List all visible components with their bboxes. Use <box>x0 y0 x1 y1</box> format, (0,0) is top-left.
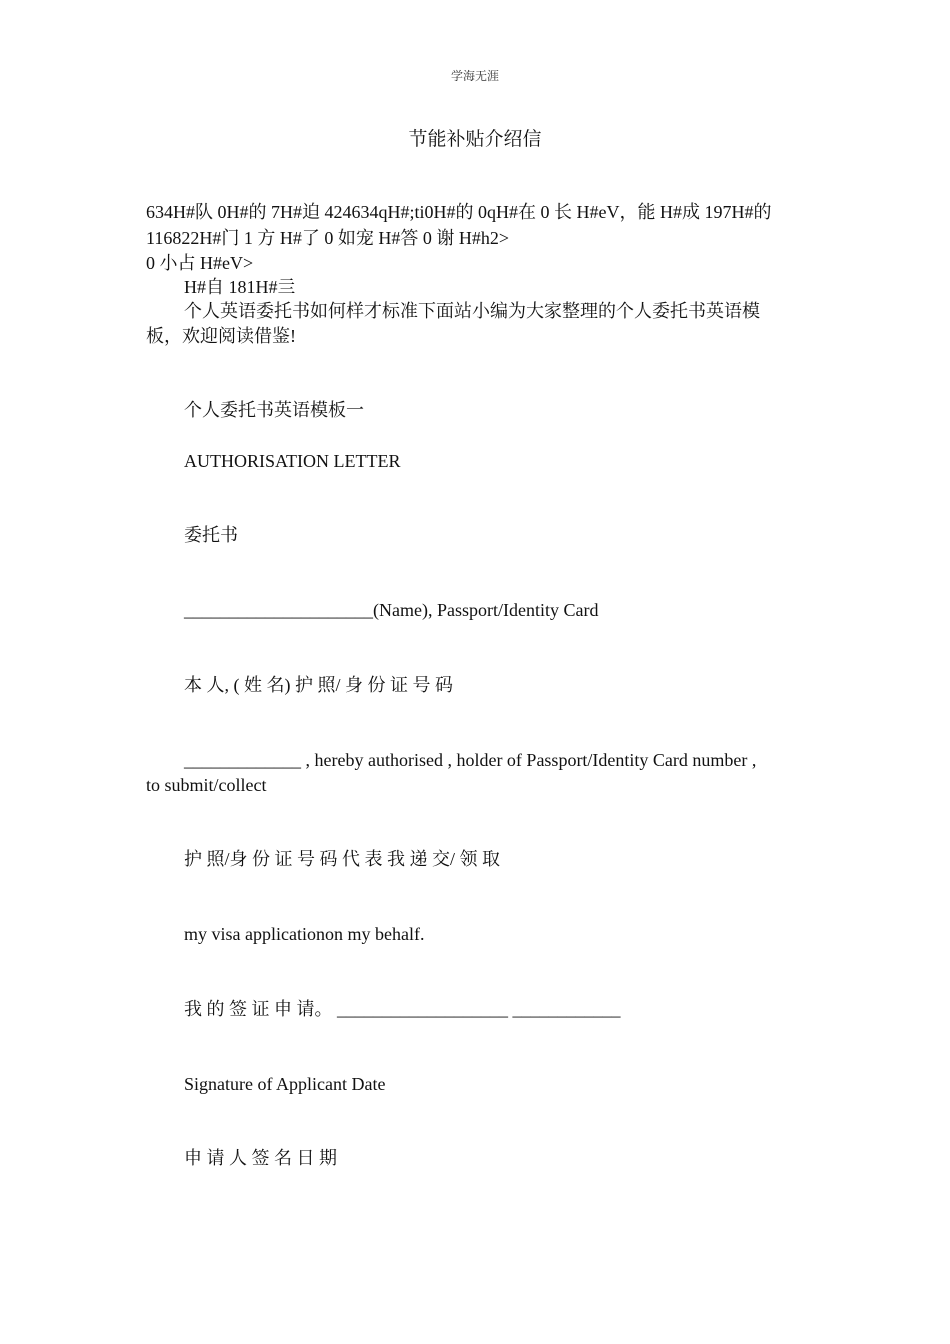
intro-paragraph-line-1: 个人英语委托书如何样才标准下面站小编为大家整理的个人委托书英语模 <box>184 301 760 321</box>
authorise-line-chinese: 护 照/身 份 证 号 码 代 表 我 递 交/ 领 取 <box>184 849 501 869</box>
signature-date-line: Signature of Applicant Date <box>184 1074 386 1094</box>
visa-application-line: my visa applicationon my behalf. <box>184 924 425 944</box>
section-heading: 个人委托书英语模板一 <box>184 400 364 420</box>
authorise-line-1: _____________ , hereby authorised , holder of Passport/Identity Card number , <box>184 750 757 770</box>
intro-line-2: 116822H#门 1 方 H#了 0 如宠 H#答 0 谢 H#h2> <box>146 228 509 248</box>
page-header: 学海无涯 <box>450 69 499 83</box>
document-title: 节能补贴介绍信 <box>408 129 542 150</box>
letter-title-english: AUTHORISATION LETTER <box>184 451 401 471</box>
letter-title-chinese: 委托书 <box>184 525 238 545</box>
intro-line-4: H#自 181H#亖 <box>184 277 296 297</box>
authorise-line-2: to submit/collect <box>146 775 267 795</box>
intro-line-1: 634H#队 0H#的 7H#迫 424634qH#;ti0H#的 0qH#在 0 长 H#eV，能 H#成 197H#的 <box>146 202 772 222</box>
signature-date-line-chinese: 申 请 人 签 名 日 期 <box>184 1148 337 1168</box>
name-passport-line-chinese: 本 人, ( 姓 名) 护 照/ 身 份 证 号 码 <box>184 675 453 695</box>
name-passport-line: _____________________(Name), Passport/Identity Card <box>184 600 599 620</box>
intro-paragraph-line-2: 板，欢迎阅读借鉴! <box>146 326 296 346</box>
intro-line-3: 0 小占 H#eV> <box>146 253 254 273</box>
visa-application-line-chinese: 我 的 签 证 申 请。 ___________________ ____________ <box>184 999 621 1019</box>
